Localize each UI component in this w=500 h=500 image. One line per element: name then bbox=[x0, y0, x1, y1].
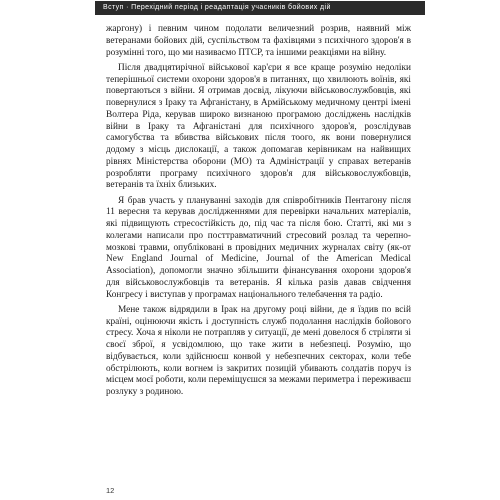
paragraph: Після двадцятирічної військової кар'єри я все краще розумію недоліки теперішньої системи охорони здоров'я в питаннях, що хвилюють воїнів, які повертаються з війни. Я отримав досвід, лікуючи військовослужбовців, які повернулися з Іраку та Афганістану, в Армійському медичному центрі імені Волтера Ріда, керував широко визнаною програмою досліджень наслідків війни в Іраку та Афганістані для психічного здоров'я, розслідував самогубства та вбивства військових після тоого, як вони повернулися додому з місць дислокації, а також допомагав керівникам на найвищих рівнях Міністерства оборони (МО) та Адміністрації у справах ветеранів розробляти програму психічного здоров'я для військовослужбовців, ветеранів та їхніх близьких. bbox=[106, 62, 411, 191]
paragraph: Я брав участь у плануванні заходів для співробітників Пентагону після 11 вересня та керував дослідженнями для перевірки начальних матеріалів, які підвищують стресостійкість до, під час та після бою. Статті, які ми з колегами написали про посттравматичний стресовий розлад та черепно-мозкові травми, опубліковані в провідних медичних журналах світу (як-от New England Journal of Medicine, Journal of the American Medical Association), допомогли значно збільшити фінансування охорони здоров'я для військовослужбовців та ветеранів. Я кілька разів давав свідчення Конгресу і виступав у програмах національного телебачення та радіо. bbox=[106, 195, 411, 300]
running-header bbox=[95, 1, 425, 15]
page-number: 12 bbox=[106, 486, 115, 495]
paragraph: жаргону) і певним чином подолати величезний розрив, наявний між ветеранами бойових дій, суспільством та фахівцями з психічного здоров'я в розумінні того, що ми називаємо ПТСР, та іншими реакціями на війну. bbox=[106, 24, 411, 58]
body-text bbox=[106, 24, 411, 402]
running-header-title: Вступ · Перехідний період і реадаптація учасників бойових дій bbox=[103, 4, 331, 11]
paragraph: Мене також відрядили в Ірак на другому році війни, де я їздив по всій країні, оцінюючи якість і доступність служб подолання наслідків бойового стресу. Хоча я ніколи не потрапляв у ситуації, де мені довелося б стріляти зі своєї зброї, я усвідомлюю, що таке жити в небезпеці. Розумію, що відбувається, коли здійснюєш конвой у небезпечних секторах, коли тебе обстрілюють, коли вогнем із закритих позицій убивають солдатів поруч із місцем моєї роботи, коли переміщуєшся за межами периметра і переживаєш розлуку з родиною. bbox=[106, 304, 411, 397]
